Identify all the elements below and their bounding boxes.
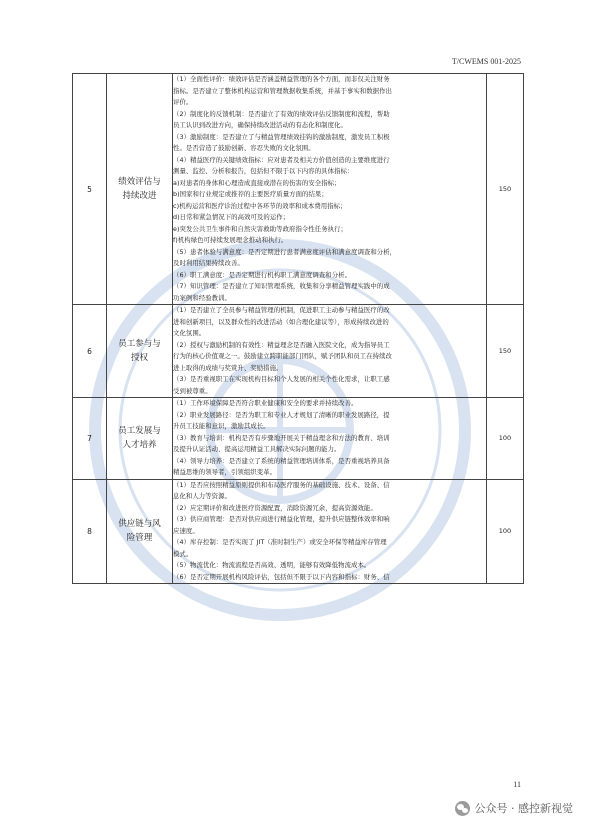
criteria-line: 测量、监控、分析和报告，包括但不限于以下内容的具体指标： — [173, 167, 354, 175]
row-number: 6 — [73, 305, 107, 398]
table-row — [73, 74, 524, 305]
table-row — [73, 398, 524, 480]
row-score: 100 — [487, 398, 524, 480]
criteria-line: （2）制度化的反馈机制：是否建立了有效的绩效评估反馈制度和流程，帮助 — [173, 109, 390, 118]
category-line: 供应链与风 — [118, 519, 161, 530]
row-criteria — [173, 305, 487, 398]
criteria-line: （3）教育与培训：机构是否有步骤地开展关于精益理念和方法的教育、培训 — [173, 433, 390, 442]
category-line: 员工发展与 — [118, 426, 161, 437]
criteria-line: 应速度。 — [173, 526, 199, 535]
criteria-line: a)对患者的身体和心理造成直接或潜在的伤害的安全指标； — [173, 178, 341, 187]
category-line: 险管理 — [126, 533, 153, 544]
criteria-line: 行为的核心价值观之一。鼓励建立跨职能部门团队，赋予团队和员工在持续改 — [173, 352, 392, 360]
criteria-line: 进和创新项目，以及群众性的改进活动（如合理化建议等），形成持续改进的 — [173, 317, 389, 326]
row-criteria — [173, 398, 487, 480]
criteria-line: 进上取得的成绩与奖赏升、奖励措施。 — [173, 363, 283, 372]
criteria-line: 指标。是否建立了整体机构运营和管理数据收集系统，并基于事实和数据作出 — [173, 86, 392, 95]
criteria-line: （5）患者体验与满意度：是否定期进行患者满意度评估和满意度调查和分析， — [173, 247, 397, 256]
criteria-line: （2）应定期评价和改进医疗资源配置，消除资源冗余，提高资源效能。 — [173, 503, 377, 512]
criteria-line: 及提升认证活动，提高运用精益工具解决实际问题的能力。 — [173, 445, 341, 453]
category-line: 持续改进 — [122, 191, 157, 201]
row-score: 150 — [487, 305, 524, 398]
table-row — [73, 479, 524, 584]
criteria-line: （6）是否定期开展机构风险评估，包括但不限于以下内容和指标：财务、信 — [173, 572, 390, 581]
criteria-line: 评价。 — [173, 98, 193, 106]
category-line: 人才培养 — [122, 440, 157, 451]
evaluation-table — [72, 73, 524, 584]
criteria-line: 性。是否营造了鼓励创新、容忍失败的文化氛围。 — [173, 144, 315, 152]
criteria-line: （7）知识管理：是否建立了知识管理系统，收集和分享精益管理实践中的成 — [173, 282, 390, 290]
criteria-line: b)国家和行业规定或推荐的主要医疗质量方面的结果； — [173, 190, 328, 198]
criteria-line: 及时利用结果持续改善。 — [173, 259, 244, 267]
criteria-line: （2）授权与激励机制的有效性：精益理念是否融入医院文化，成为指导员工 — [173, 340, 390, 349]
criteria-line: （4）精益医疗的关键绩效指标：应对患者及相关方价值创造的主要维度进行 — [173, 155, 390, 164]
standard-number: T/CWEMS 001-2025 — [451, 57, 521, 66]
row-category — [107, 305, 173, 398]
criteria-line: 模式。 — [173, 549, 193, 558]
criteria-line: （4）领导力培养：是否建立了系统的精益管理培训体系，是否重视培养具备 — [173, 456, 390, 465]
criteria-line: （1）工作环境保障是否符合职业健康和安全的要求并持续改善。 — [173, 399, 358, 407]
row-number: 5 — [73, 74, 107, 305]
criteria-line: c)机构运营和医疗诊治过程中各环节的效率和成本费用指标； — [173, 201, 347, 210]
row-number: 7 — [73, 398, 107, 480]
page-number: 11 — [513, 780, 521, 789]
table-row — [73, 305, 524, 398]
row-score: 150 — [487, 74, 524, 305]
criteria-line: 精益思维的领导者，引领组织变革。 — [173, 468, 277, 476]
criteria-line: 息化和人力等资源。 — [173, 492, 231, 500]
row-criteria — [173, 74, 487, 305]
criteria-line: （1）是否应按照精益原则提供和布局医疗服务的基础设施、技术、设备、信 — [173, 480, 390, 489]
criteria-line: d)日常和紧急情况下的高效可及的运作； — [173, 213, 290, 221]
wechat-watermark — [455, 800, 574, 816]
criteria-line: （3）是否重视职工在实现机构目标和个人发展的相关个性化需求，让职工感 — [173, 375, 390, 383]
criteria-line: （1）是否建立了全员参与精益管理的机制，促进职工主动参与精益医疗的改 — [173, 306, 390, 314]
criteria-line: （6）职工满意度：是否定期进行机构职工满意度调查和分析。 — [173, 270, 352, 279]
row-criteria — [173, 479, 487, 584]
criteria-line: （4）库存控制：是否实现了 JIT（准时制生产）或安全环保等精益库存管理 — [173, 538, 387, 546]
criteria-line: （1）全面性评价：绩效评估是否涵盖精益管理的各个方面，而非仅关注财务 — [173, 75, 390, 83]
row-category — [107, 398, 173, 480]
criteria-line: 员工认识到改进方向，确保持续改进活动的有态化和制度化。 — [173, 121, 347, 129]
row-number: 8 — [73, 479, 107, 584]
row-category — [107, 74, 173, 305]
criteria-line: （3）激励制度：是否建立了与精益管理绩效挂钩的激励制度，激发员工积极 — [173, 132, 390, 141]
criteria-line: （5）物流优化：物流流程是否高效、透明，能够有效降低物流成本。 — [173, 561, 371, 569]
wechat-label: 公众号 · 感控新视觉 — [474, 802, 573, 815]
category-line: 绩效评估与 — [118, 177, 161, 187]
category-line: 员工参与与 — [118, 339, 161, 349]
criteria-line: 受到被尊重。 — [173, 386, 212, 395]
criteria-line: 升员工技能和意识，激励其成长。 — [173, 422, 270, 430]
criteria-line: （3）供应商管理：是否对供应商进行精益化管理，提升供应链整体效率和响 — [173, 515, 390, 523]
criteria-line: f)机构绿色可持续发展理念推动和执行。 — [173, 236, 288, 244]
row-score: 100 — [487, 479, 524, 584]
row-category — [107, 479, 173, 584]
criteria-line: e)突发公共卫生事件和自然灾害救助等政府指令性任务执行； — [173, 224, 347, 233]
category-line: 授权 — [130, 353, 148, 363]
criteria-line: （2）职业发展路径：是否为职工和专业人才规划了清晰的职业发展路径，提 — [173, 410, 390, 419]
wechat-icon — [455, 801, 470, 816]
criteria-line: 文化氛围。 — [173, 329, 206, 337]
criteria-line: 功案例和经验教训。 — [173, 293, 231, 302]
